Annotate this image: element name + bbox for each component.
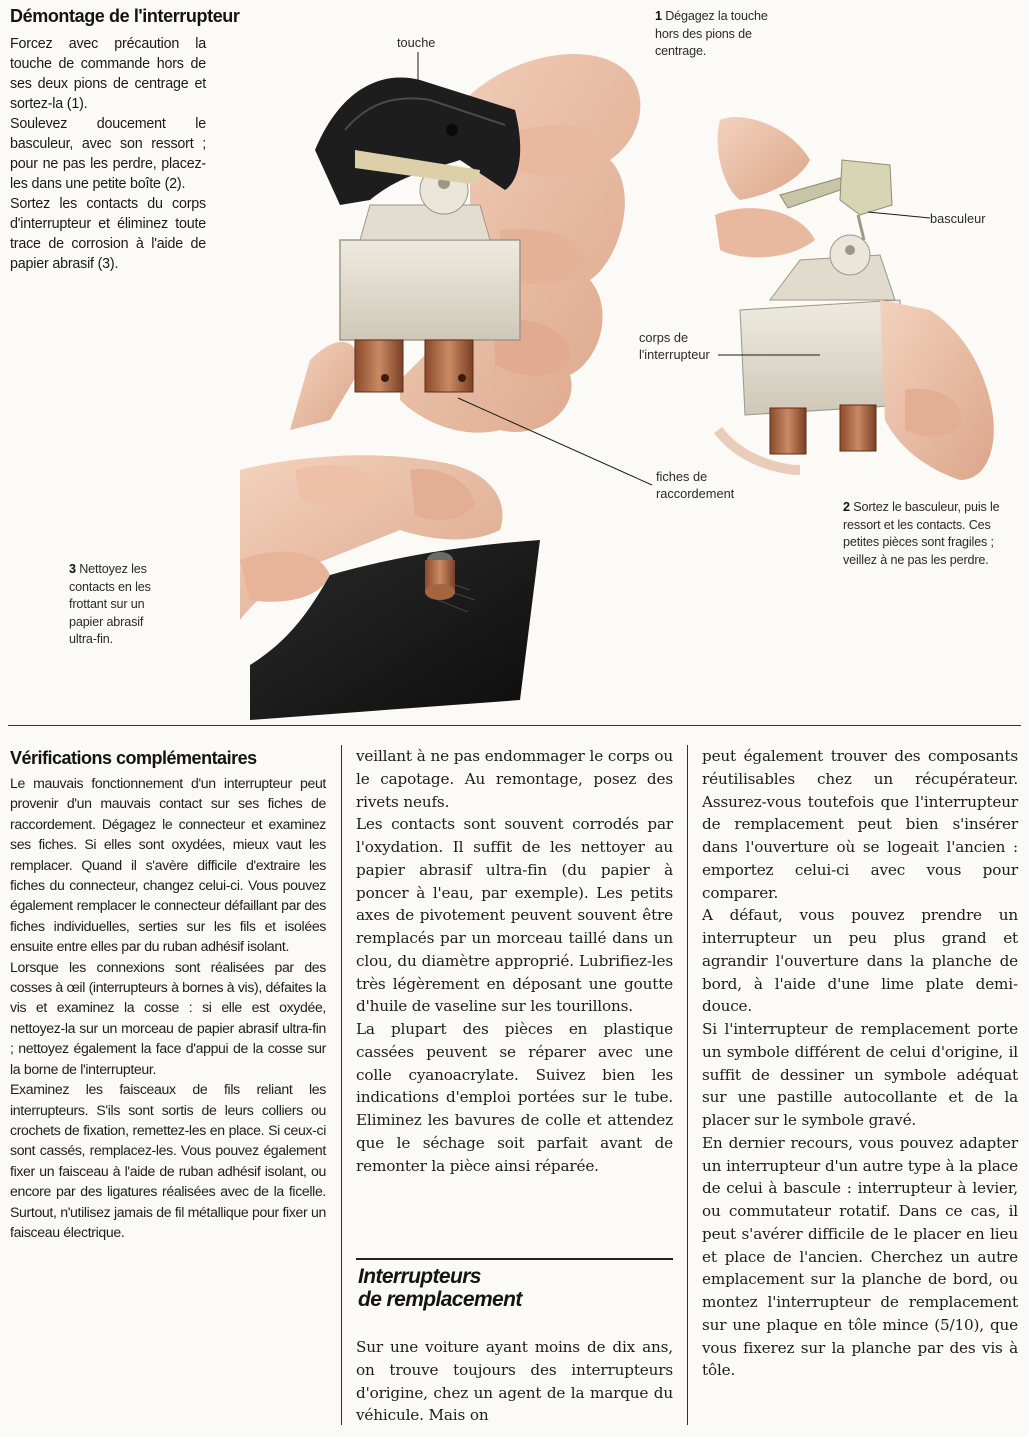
paragraph: veillant à ne pas endommager le corps ou le capotage. Au remontage, posez des rivets neufs. bbox=[356, 747, 673, 811]
label-corps-interrupteur: corps de l'interrupteur bbox=[639, 330, 710, 362]
caption-number: 2 bbox=[843, 500, 850, 514]
paragraph: La plupart des pièces en plastique cassées peuvent se réparer avec une colle cyanoacrylate. Suivez bien les indications d'emploi portées sur le tube. Eliminez les bavures de colle et attendez que le séchage soit parfait avant de remonter la pièce ainsi réparée. bbox=[356, 1020, 673, 1175]
photo-1-key-removal bbox=[290, 54, 640, 433]
label-basculeur: basculeur bbox=[930, 211, 986, 226]
column-1-text bbox=[10, 773, 326, 1242]
section-title: Démontage de l'interrupteur bbox=[10, 6, 240, 26]
section-heading: Vérifications complémentaires bbox=[10, 748, 257, 768]
section-divider bbox=[8, 725, 1021, 726]
photo-3-cleaning-contacts bbox=[240, 455, 540, 720]
intro-paragraph: Sortez les contacts du corps d'interrupteur et éliminez toute trace de corrosion à l'aide de papier abrasif (3). bbox=[10, 196, 206, 272]
intro-paragraph: Soulevez doucement le basculeur, avec son ressort ; pour ne pas les perdre, placez-les dans une petite boîte (2). bbox=[10, 116, 206, 192]
caption-text: Dégagez la touche hors des pions de centrage. bbox=[655, 9, 768, 58]
paragraph: Les contacts sont souvent corrodés par l'oxydation. Il suffit de les nettoyer au papier abrasif ultra-fin (du papier à poncer à l'eau, par exemple). Les petits axes de pivotement peuvent souvent être remplacés par un morceau taillé dans un clou, du diamètre approprié. Lubrifiez-les très légèrement en déposant une goutte d'huile de vaseline sur les tourillons. bbox=[356, 815, 673, 1016]
label-fiches-raccordement: fiches de raccordement bbox=[656, 469, 735, 501]
caption-step-3 bbox=[69, 561, 174, 649]
column-2-text bbox=[356, 745, 673, 1177]
paragraph: Le mauvais fonctionnement d'un interrupteur peut provenir d'un mauvais contact sur ses fiches de raccordement. Dégagez le connecteur et examinez ses fiches. Si elles sont oxydées, mieux vaut les remplacer. Quand il s'avère difficile d'extraire les fiches du connecteur, changez celui-ci. Vous pouvez également remplacer le connecteur défaillant par des fiches individuelles, serties sur les fils et isolées ensuite entre elles par du ruban adhésif isolant. bbox=[10, 775, 326, 955]
caption-step-2 bbox=[843, 499, 1015, 569]
intro-paragraph: Forcez avec précaution la touche de commande hors de ses deux pions de centrage et sortez-la (1). bbox=[10, 36, 206, 112]
paragraph: Si l'interrupteur de remplacement porte un symbole différent de celui d'origine, il suffit de dessiner un symbole adéquat sur une pastille autocollante et de la placer sur le symbole gravé. bbox=[702, 1020, 1018, 1129]
paragraph: Examinez les faisceaux de fils reliant les interrupteurs. S'ils sont sortis de leurs colliers ou crochets de fixation, remettez-les en place. Si ceux-ci sont cassés, remplacez-les. Vous pouvez également fixer un faisceau à l'aide de ruban adhésif isolant, ou encore par des ligatures réalisées avec de la ficelle. Surtout, n'utilisez jamais de fil métallique pour fixer un faisceau électrique. bbox=[10, 1081, 326, 1240]
label-touche: touche bbox=[397, 35, 436, 50]
caption-step-1 bbox=[655, 8, 790, 61]
paragraph: Sur une voiture ayant moins de dix ans, on trouve toujours des interrupteurs d'origine, chez un agent de la marque du véhicule. Mais on bbox=[356, 1338, 673, 1425]
paragraph: En dernier recours, vous pouvez adapter un interrupteur d'un autre type à la place de celui à bascule : interrupteur à levier, ou commutateur rotatif. Dans ce cas, il peut s'avérer difficile de le placer en lieu et place de l'ancien. Cherchez un autre emplacement sur la planche de bord, ou montez l'interrupteur de remplacement sur une plaque en tôle mince (5/10), que vous fixerez sur la planche par des vis à tôle. bbox=[702, 1133, 1018, 1380]
subheading-line: de remplacement bbox=[358, 1288, 522, 1311]
column-2b-text bbox=[356, 1336, 673, 1427]
subheading bbox=[358, 1265, 522, 1311]
paragraph: Lorsque les connexions sont réalisées par des cosses à œil (interrupteurs à bornes à vis), défaites la vis et examinez la cosse : si elle est oxydée, nettoyez-la sur un morceau de papier abrasif ultra-fin ; nettoyez également la face d'appui de la cosse sur la borne de l'interrupteur. bbox=[10, 958, 326, 1077]
caption-text: Nettoyez les contacts en les frottant sur un papier abrasif ultra-fin. bbox=[69, 562, 151, 646]
subheading-line: Interrupteurs bbox=[358, 1265, 481, 1288]
caption-number: 3 bbox=[69, 562, 76, 576]
paragraph: peut également trouver des composants réutilisables chez un récupérateur. Assurez-vous toutefois que l'interrupteur de remplacement peut bien s'insérer dans l'ouverture où se logeait l'ancien : emportez celui-ci avec vous pour comparer. bbox=[702, 747, 1018, 902]
column-rule bbox=[687, 745, 688, 1425]
photo-2-rocker-removal bbox=[715, 117, 994, 480]
paragraph: A défaut, vous pouvez prendre un interrupteur un peu plus grand et agrandir l'ouverture dans la planche de bord, à l'aide d'une lime plate demi-douce. bbox=[702, 906, 1018, 1016]
subheading-rule bbox=[356, 1258, 673, 1260]
caption-number: 1 bbox=[655, 9, 662, 23]
column-3-text bbox=[702, 745, 1018, 1382]
column-rule bbox=[341, 745, 342, 1425]
caption-text: Sortez le basculeur, puis le ressort et les contacts. Ces petites pièces sont fragiles ; veillez à ne pas les perdre. bbox=[843, 500, 1000, 567]
